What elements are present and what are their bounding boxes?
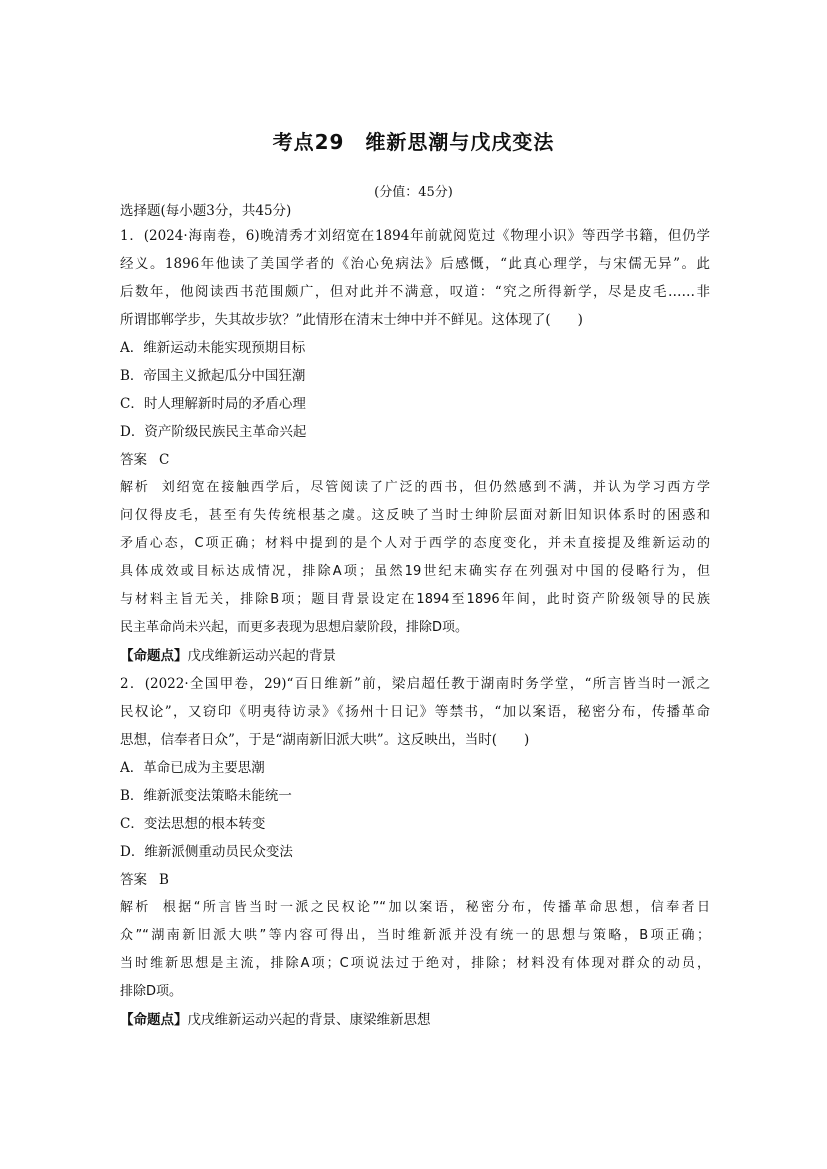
analysis-line: 与材料主旨无关，排除B项；题目背景设定在1894至1896年间，此时资产阶级领导的民族 <box>120 592 710 607</box>
score-note: (分值：45分) <box>374 185 453 200</box>
analysis-line: 民主革命尚未兴起，而更多表现为思想启蒙阶段，排除D项。 <box>120 620 469 635</box>
answer-row <box>120 866 710 894</box>
proposition-label: 【命题点】 <box>120 1012 188 1028</box>
option-b: B．维新派变法策略未能统一 <box>120 788 292 804</box>
content <box>120 200 710 1034</box>
answer-label: 答案 <box>120 872 147 888</box>
analysis-line <box>120 474 710 502</box>
option-c: C．时人理解新时局的矛盾心理 <box>120 396 306 412</box>
question-text-line: 2．(2022·全国甲卷，29)“百日维新”前，梁启超任教于湖南时务学堂，“所言皆当时一派之 <box>120 676 710 692</box>
answer-label: 答案 <box>120 452 147 468</box>
question-text-line: 思想，信奉者日众”，于是“湖南新旧派大哄”。这反映出，当时( ) <box>120 732 530 748</box>
proposition-label: 【命题点】 <box>120 648 188 664</box>
proposition-point <box>120 642 710 670</box>
answer-value: B <box>159 872 169 888</box>
option-a: A．维新运动未能实现预期目标 <box>120 340 306 356</box>
proposition-point <box>120 1006 710 1034</box>
option-d: D．维新派侧重动员民众变法 <box>120 844 293 860</box>
analysis-text: 刘绍宽在接触西学后，尽管阅读了广泛的西书，但仍然感到不满，并认为学习西方学 <box>161 480 710 495</box>
analysis-line: 排除D项。 <box>120 984 183 999</box>
analysis-line: 众”“湖南新旧派大哄”等内容可得出，当时维新派并没有统一的思想与策略，B项正确； <box>120 928 710 943</box>
option-b: B．帝国主义掀起瓜分中国狂潮 <box>120 368 306 384</box>
answer-value: C <box>159 452 170 468</box>
analysis-line <box>120 894 710 922</box>
question-2 <box>120 670 710 1034</box>
analysis-line: 当时维新思想是主流，排除A项；C项说法过于绝对，排除；材料没有体现对群众的动员， <box>120 956 710 971</box>
option-c: C．变法思想的根本转变 <box>120 816 266 832</box>
question-text-line: 所谓邯郸学步，失其故步欤？”此情形在清末士绅中并不鲜见。这体现了( ) <box>120 312 583 328</box>
analysis-text: 根据“所言皆当时一派之民权论”“加以案语，秘密分布，传播革命思想，信奉者日 <box>162 900 710 915</box>
page-title: 考点29 维新思潮与戊戌变法 <box>272 130 555 154</box>
analysis-line: 矛盾心态，C项正确；材料中提到的是个人对于西学的态度变化，并未直接提及维新运动的 <box>120 536 710 551</box>
question-text-line: 1．(2024·海南卷，6)晚清秀才刘绍宽在1894年前就阅览过《物理小识》等西学书籍，但仍学 <box>120 228 710 244</box>
analysis-label: 解析 <box>120 480 150 495</box>
proposition-text: 戊戌维新运动兴起的背景、康梁维新思想 <box>187 1012 431 1028</box>
question-text-line: 经义。1896年他读了美国学者的《治心免病法》后感慨，“此真心理学，与宋儒无异”。此 <box>120 256 710 272</box>
analysis-label: 解析 <box>120 900 151 915</box>
answer-row <box>120 446 710 474</box>
question-1 <box>120 222 710 670</box>
section-heading: 选择题(每小题3分，共45分) <box>120 203 292 219</box>
option-d: D．资产阶级民族民主革命兴起 <box>120 424 307 440</box>
analysis-line: 具体成效或目标达成情况，排除A项；虽然19世纪末确实存在列强对中国的侵略行为，但 <box>120 564 710 579</box>
analysis-line: 问仅得皮毛，甚至有失传统根基之虞。这反映了当时士绅阶层面对新旧知识体系时的困惑和 <box>120 508 710 523</box>
option-a: A．革命已成为主要思潮 <box>120 760 265 776</box>
question-text-line: 后数年，他阅读西书范围颇广，但对此并不满意，叹道：“究之所得新学，尽是皮毛……非 <box>120 284 710 300</box>
proposition-text: 戊戌维新运动兴起的背景 <box>187 648 336 664</box>
question-text-line: 民权论”，又窃印《明夷待访录》《扬州十日记》等禁书，“加以案语，秘密分布，传播革命 <box>120 704 710 720</box>
